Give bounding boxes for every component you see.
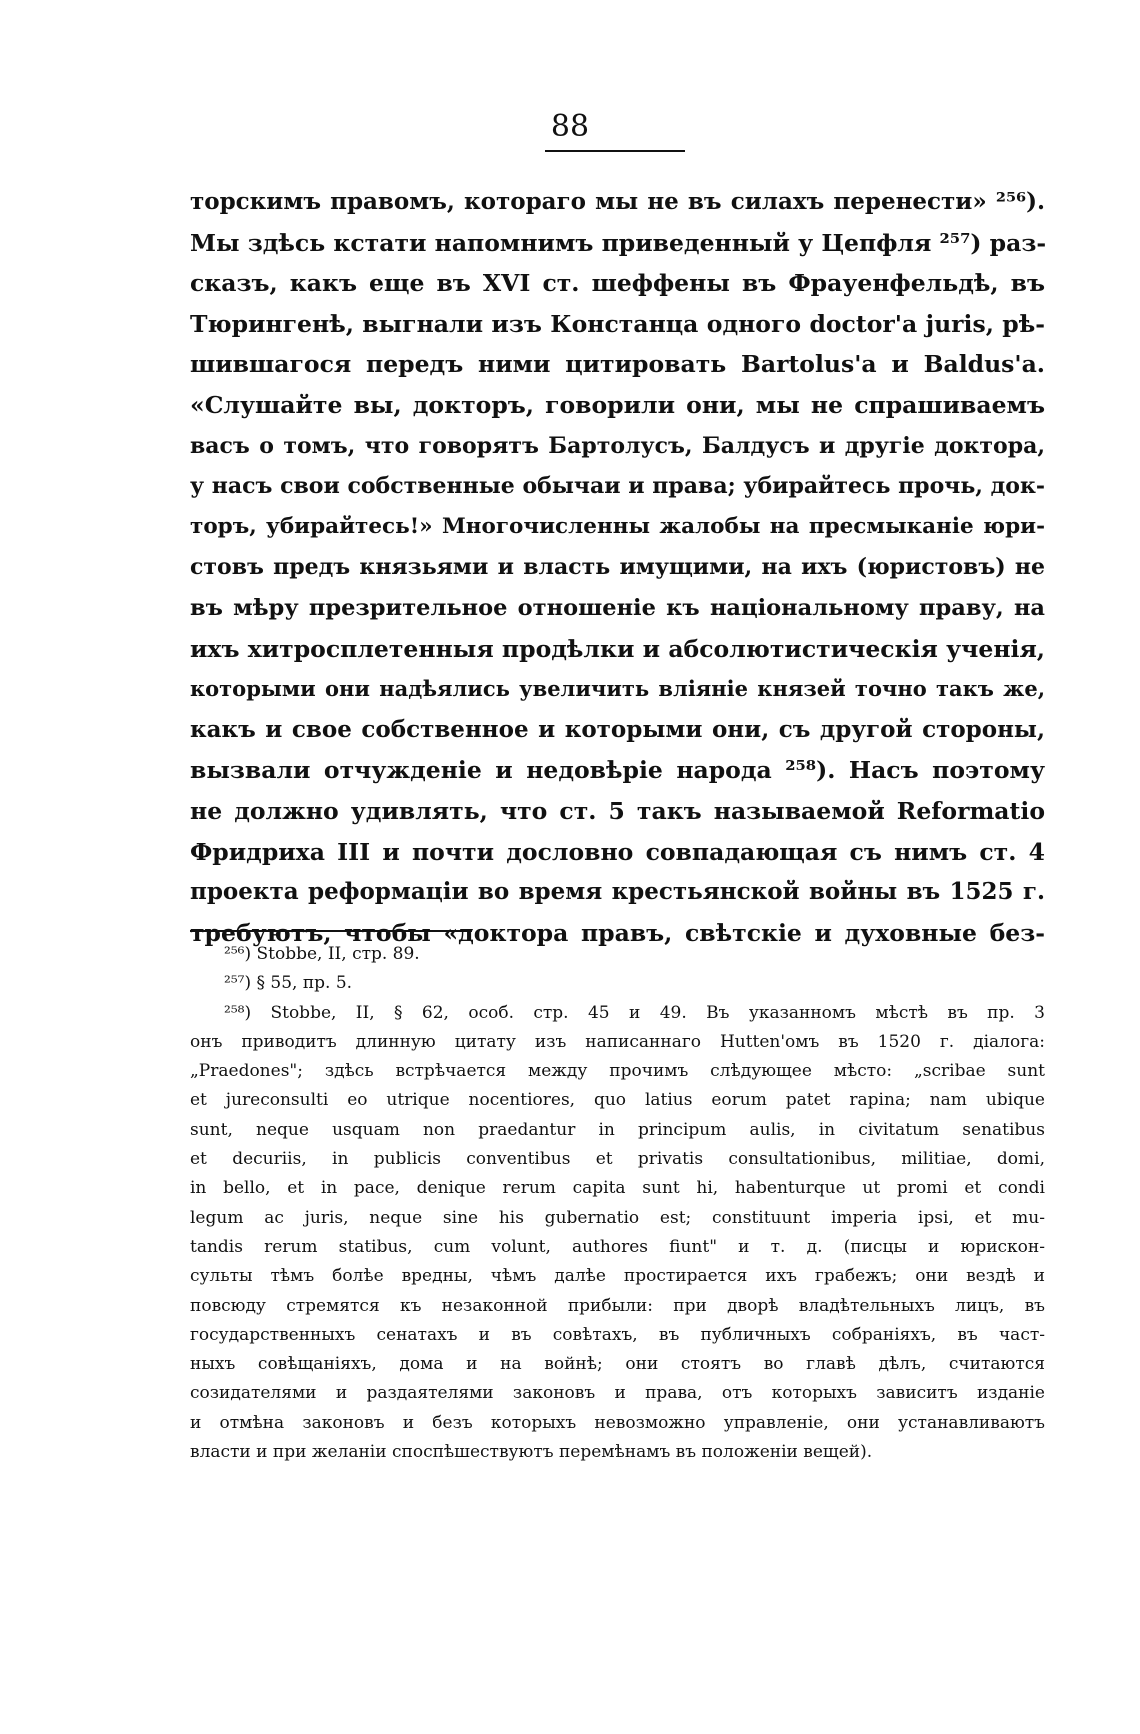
- body-line: которыми они надѣялись увеличить вліяніе князей точно такъ же,: [190, 676, 1045, 702]
- page-number: 88: [550, 109, 590, 144]
- footnote-258-line: tandis rerum statibus, cum volunt, authores fiunt" и т. д. (писцы и юрискон-: [190, 1236, 1045, 1257]
- footnote-258-line: власти и при желаніи споспѣшествуютъ перемѣнамъ въ положеніи вещей).: [190, 1442, 873, 1463]
- footnotes: [190, 940, 1045, 1467]
- footnote-258-line: повсюду стремятся къ незаконной прибыли: при дворѣ владѣтельныхъ лицъ, въ: [190, 1295, 1045, 1316]
- footnote-257: ²⁵⁷) § 55, пр. 5.: [224, 973, 353, 994]
- body-line: торскимъ правомъ, котораго мы не въ силахъ перенести» ²⁵⁶).: [190, 188, 1045, 215]
- body-line: какъ и свое собственное и которыми они, съ другой стороны,: [190, 715, 1045, 743]
- body-line: требуютъ, чтобы «доктора правъ, свѣтскіе и духовные без-: [190, 918, 1045, 947]
- body-line: проекта реформаціи во время крестьянской войны въ 1525 г.: [190, 878, 1045, 906]
- footnote-256: ²⁵⁶) Stobbe, II, стр. 89.: [224, 944, 420, 964]
- footnote-258-line: онъ приводитъ длинную цитату изъ написаннаго Hutten'омъ въ 1520 г. діалога:: [190, 1031, 1045, 1052]
- body-line: Мы здѣсь кстати напомнимъ приведенный у Цепфля ²⁵⁷) раз-: [190, 228, 1047, 257]
- footnote-258-line: legum ac juris, neque sine his gubernatio est; constituunt imperia ipsi, et mu-: [190, 1207, 1045, 1228]
- footnote-258-line: et jureconsulti eo utrique nocentiores, quo latius eorum patet rapina; nam ubique: [190, 1090, 1045, 1111]
- body-line: ихъ хитросплетенныя продѣлки и абсолютистическія ученія,: [190, 634, 1045, 663]
- body-line: не должно удивлять, что ст. 5 такъ называемой Reformatio: [190, 796, 1045, 825]
- body-line: шившагося передъ ними цитировать Bartolus'а и Baldus'а.: [190, 350, 1045, 379]
- body-line: васъ о томъ, что говорятъ Бартолусъ, Балдусъ и другіе доктора,: [190, 432, 1045, 459]
- footnote-258-line: sunt, neque usquam non praedantur in principum aulis, in civitatum senatibus: [190, 1119, 1045, 1140]
- footnote-258-line: ныхъ совѣщаніяхъ, дома и на войнѣ; они стоятъ во главѣ дѣлъ, считаются: [190, 1354, 1045, 1375]
- page-number-rule: [545, 150, 685, 152]
- footnote-258-line: et decuriis, in publicis conventibus et privatis consultationibus, militiae, domi,: [190, 1149, 1045, 1170]
- body-text: [190, 182, 1045, 953]
- body-line: у насъ свои собственные обычаи и права; убирайтесь прочь, док-: [190, 473, 1045, 500]
- footnote-rule: [190, 930, 472, 932]
- body-line: Фридриха III и почти дословно совпадающая съ нимъ ст. 4: [190, 837, 1045, 866]
- footnote-258-line: государственныхъ сенатахъ и въ совѣтахъ, въ публичныхъ собраніяхъ, въ част-: [190, 1324, 1045, 1345]
- body-line: «Слушайте вы, докторъ, говорили они, мы не спрашиваемъ: [190, 390, 1045, 419]
- body-line: торъ, убирайтесь!» Многочисленны жалобы на пресмыканіе юри-: [190, 513, 1045, 539]
- footnote-258-line: in bello, et in pace, denique rerum capita sunt hi, habenturque ut promi et condi: [190, 1178, 1045, 1199]
- body-line: вызвали отчужденіе и недовѣріе народа ²⁵⁸). Насъ поэтому: [190, 756, 1045, 785]
- body-line: стовъ предъ князьями и власть имущими, на ихъ (юристовъ) не: [190, 554, 1045, 581]
- body-line: Тюрингенѣ, выгнали изъ Констанца одного doctor'а juris, рѣ-: [190, 309, 1045, 338]
- footnote-258-line: „Praedones"; здѣсь встрѣчается между прочимъ слѣдующее мѣсто: „scribae sunt: [190, 1061, 1045, 1082]
- footnote-258-line: сульты тѣмъ болѣе вредны, чѣмъ далѣе простирается ихъ грабежъ; они вездѣ и: [190, 1266, 1045, 1287]
- body-line: сказъ, какъ еще въ XVI ст. шеффены въ Фрауенфельдѣ, въ: [190, 269, 1045, 298]
- footnote-258-line: и отмѣна законовъ и безъ которыхъ невозможно управленіе, они устанавливаютъ: [190, 1412, 1045, 1433]
- footnote-258-line: ²⁵⁸) Stobbe, II, § 62, особ. стр. 45 и 49. Въ указанномъ мѣстѣ въ пр. 3: [224, 1002, 1045, 1023]
- body-line: въ мѣру презрительное отношеніе къ національному праву, на: [190, 594, 1045, 621]
- footnote-258-line: созидателями и раздаятелями законовъ и права, отъ которыхъ зависитъ изданіе: [190, 1383, 1045, 1404]
